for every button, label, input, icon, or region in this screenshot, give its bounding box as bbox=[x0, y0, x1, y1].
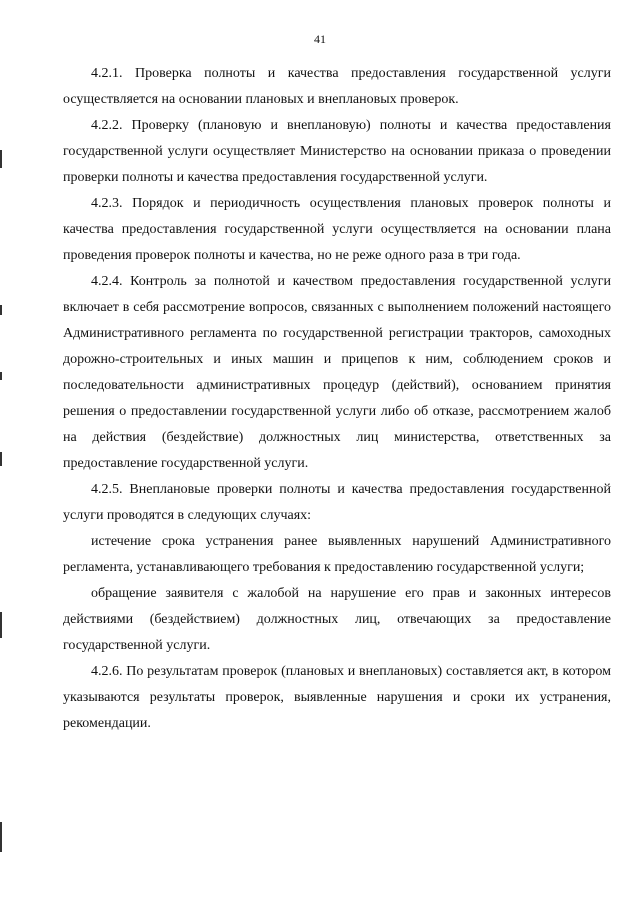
paragraph-4-2-5: 4.2.5. Внеплановые проверки полноты и качества предоставления государственной услуги проводятся в следующих случаях: bbox=[63, 482, 611, 523]
scan-margin-marks bbox=[0, 0, 3, 905]
paragraph-4-2-3: 4.2.3. Порядок и периодичность осуществления плановых проверок полноты и качества предоставления государственной услуги осуществляется на основании плана проведения проверок полноты и качества, но не реже одного раза в три года. bbox=[63, 196, 611, 263]
paragraph-4-2-4: 4.2.4. Контроль за полнотой и качеством предоставления государственной услуги включает в себя рассмотрение вопросов, связанных с выполнением положений настоящего Административного регламента по государственной регистрации тракторов, самоходных дорожно-строительных и иных машин и прицепов к ним, соблюдением сроков и последовательности административных процедур (действий), основанием принятия решения о предоставлении государственной услуги либо об отказе, рассмотрением жалоб на действия (бездействие) должностных лиц министерства, ответственных за предоставление государственной услуги. bbox=[63, 274, 611, 471]
list-item-deadline-expiry: истечение срока устранения ранее выявленных нарушений Административного регламента, устанавливающего требования к предоставлению государственной услуги; bbox=[63, 534, 611, 575]
document-body bbox=[63, 61, 611, 737]
page-number: 41 bbox=[314, 32, 326, 46]
list-item-applicant-complaint: обращение заявителя с жалобой на нарушение его прав и законных интересов действиями (бездействием) должностных лиц, отвечающих за предоставление государственной услуги. bbox=[63, 586, 611, 653]
paragraph-4-2-2: 4.2.2. Проверку (плановую и внеплановую) полноты и качества предоставления государственной услуги осуществляет Министерство на основании приказа о проведении проверки полноты и качества предоставления государственной услуги. bbox=[63, 118, 611, 185]
paragraph-4-2-6: 4.2.6. По результатам проверок (плановых и внеплановых) составляется акт, в котором указываются результаты проверок, выявленные нарушения и сроки их устранения, рекомендации. bbox=[63, 664, 611, 731]
paragraph-4-2-1: 4.2.1. Проверка полноты и качества предоставления государственной услуги осуществляется на основании плановых и внеплановых проверок. bbox=[63, 66, 611, 107]
